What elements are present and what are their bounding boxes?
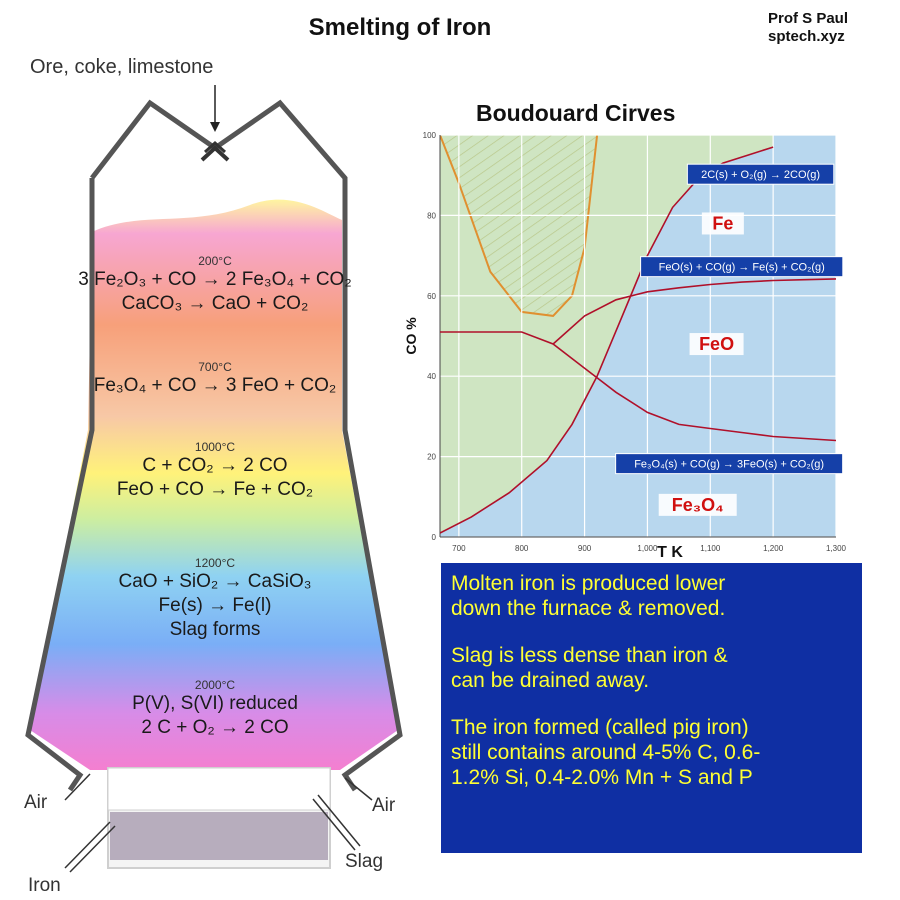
zone-reaction: Slag forms	[169, 619, 261, 640]
slag-layer	[108, 768, 330, 810]
zone-reaction: FeO + CO → Fe + CO₂	[116, 479, 314, 500]
zone-reaction: Fe(s) → Fe(l)	[158, 595, 272, 616]
zone-reaction: Fe₃O₄ + CO → 3 FeO + CO₂	[93, 375, 337, 396]
x-tick-label: 1,100	[700, 544, 721, 553]
author-site: sptech.xyz	[768, 28, 845, 45]
zone-700	[40, 360, 390, 398]
reaction-label: 2C(s) + O₂(g) → 2CO(g)	[701, 169, 821, 182]
y-tick-label: 60	[427, 291, 436, 301]
zone-temp: 200°C	[198, 254, 232, 268]
phase-label: Fe	[712, 213, 734, 234]
y-tick-label: 40	[427, 372, 436, 382]
y-tick-label: 100	[422, 131, 436, 140]
zone-reaction: C + CO₂ → 2 CO	[142, 455, 288, 476]
reaction-label: Fe₃O₄(s) + CO(g) → 3FeO(s) + CO₂(g)	[634, 458, 825, 471]
page-title: Smelting of Iron	[308, 14, 492, 41]
info-paragraph: Slag is less dense than iron & can be drained away.	[451, 644, 728, 692]
x-tick-label: 1,200	[763, 544, 784, 553]
zone-reaction: CaO + SiO₂ → CaSiO₃	[118, 571, 312, 592]
info-panel	[441, 563, 862, 853]
phase-label: Fe₃O₄	[671, 494, 724, 515]
zone-reaction: CaCO₃ → CaO + CO₂	[121, 293, 309, 314]
info-paragraph: The iron formed (called pig iron) still contains around 4-5% C, 0.6- 1.2% Si, 0.4-2.0% Mn + S and P	[451, 716, 761, 789]
zone-reaction: 2 C + O₂ → 2 CO	[141, 717, 289, 738]
zone-temp: 2000°C	[194, 678, 236, 692]
y-tick-label: 0	[431, 533, 436, 542]
slag-label: Slag	[345, 851, 384, 872]
x-tick-label: 1,000	[637, 544, 658, 553]
chart-title: Boudouard Cirves	[476, 100, 676, 126]
x-tick-label: 800	[515, 544, 529, 553]
author-name: Prof S Paul	[768, 10, 849, 27]
zone-200	[40, 254, 390, 316]
input-arrow-head	[210, 122, 220, 132]
zone-reaction: 3 Fe₂O₃ + CO → 2 Fe₃O₄ + CO₂	[78, 269, 352, 290]
author-credit	[768, 10, 848, 46]
iron-label: Iron	[28, 875, 61, 896]
molten-iron-pool	[110, 812, 328, 860]
x-tick-label: 700	[452, 544, 466, 553]
zone-2000	[40, 678, 390, 740]
info-paragraph: Molten iron is produced lower down the furnace & removed.	[451, 572, 726, 620]
boudouard-chart	[400, 120, 860, 560]
y-tick-label: 20	[427, 452, 436, 462]
zone-temp: 700°C	[198, 360, 232, 374]
zone-1000	[40, 440, 390, 502]
zone-temp: 1200°C	[194, 556, 236, 570]
y-tick-label: 80	[427, 211, 436, 221]
iron-tap-line	[65, 822, 110, 868]
input-label: Ore, coke, limestone	[30, 56, 214, 78]
y-axis-label: CO %	[403, 317, 419, 355]
air-left-label: Air	[24, 792, 48, 813]
phase-label: FeO	[699, 334, 735, 355]
x-axis-label: T K	[657, 544, 683, 560]
zone-temp: 1000°C	[194, 440, 236, 454]
reaction-label: FeO(s) + CO(g) → Fe(s) + CO₂(g)	[658, 261, 825, 274]
air-right-label: Air	[372, 795, 396, 816]
air-right-line	[345, 778, 372, 800]
zone-1200	[40, 556, 390, 642]
x-tick-label: 900	[577, 544, 592, 553]
zone-reaction: P(V), S(VI) reduced	[132, 693, 298, 714]
x-tick-label: 1,300	[825, 544, 847, 553]
